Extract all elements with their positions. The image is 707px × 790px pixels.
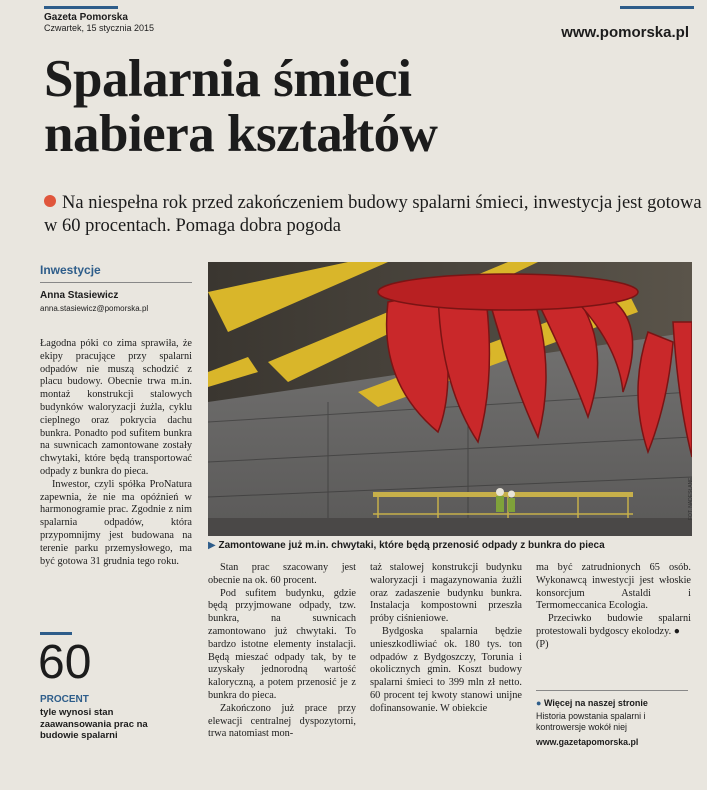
masthead <box>44 12 154 33</box>
top-rule-left <box>44 6 118 9</box>
body-paragraph: Inwestor, czyli spółka ProNatura zapewnia, że nie ma opóźnień w harmonogramie prac. Zgodnie z nim spalarnia odpadów, która przypomnijmy jest budowana na terenie parku przemysłowego, ma być gotowa 31 grudnia tego roku. <box>40 478 192 567</box>
author-email: anna.stasiewicz@pomorska.pl <box>40 304 149 313</box>
section-rule <box>40 282 192 283</box>
more-bullet-icon: ● <box>536 698 542 708</box>
body-paragraph: Zakończono już prace przy elewacji centralnej dyspozytorni, trwa natomiast mon- <box>208 702 356 740</box>
headline-line-2: nabiera kształtów <box>44 105 438 163</box>
publication-date: Czwartek, 15 stycznia 2015 <box>44 23 155 33</box>
site-url: www.pomorska.pl <box>561 24 689 41</box>
caption-triangle-icon: ▶ <box>208 540 216 551</box>
article-photo <box>208 262 692 536</box>
photo-caption <box>208 540 698 551</box>
stat-rule <box>40 632 72 635</box>
body-column-4 <box>536 562 691 652</box>
body-paragraph: Bydgoska spalarnia będzie unieszkodliwiać ok. 180 tys. ton odpadów z Bydgoszczy, Torunia i okolicznych gmin. Koszt budowy spalarni śmieci to 399 mln zł netto. 60 procent tej kwoty stanowi unijne dofinansowanie. W obiekcie <box>370 625 522 714</box>
lead-paragraph <box>44 192 704 238</box>
stat-unit: PROCENT <box>40 694 89 705</box>
more-title-text: Więcej na naszej stronie <box>543 698 648 708</box>
lead-text: Na niespełna rok przed zakończeniem budowy spalarni śmieci, inwestycja jest gotowa w 60 procentach. Pomaga dobra pogoda <box>44 193 702 236</box>
stat-number: 60 <box>38 636 92 689</box>
photo-illustration <box>208 262 692 536</box>
more-title <box>536 698 648 708</box>
headline <box>44 52 684 162</box>
body-paragraph: Stan prac szacowany jest obecnie na ok. 60 procent. <box>208 562 356 586</box>
photo-credit: FOT. NADESŁANE <box>688 477 694 520</box>
body-paragraph: Pod sufitem budynku, gdzie będą przyjmowane odpady, tzw. bunkra, na suwnicach zamontowano już chwytaki. To bardzo istotne elementy instalacji. Będą mieszać odpady tak, by te uzyskały jednorodną wartość kaloryczną, a potem przenosić je z bunkra do pieca. <box>208 587 356 701</box>
headline-line-1: Spalarnia śmieci <box>44 50 412 108</box>
body-paragraph <box>536 613 691 639</box>
stat-description: tyle wynosi stan zaawansowania prac na budowie spalarni <box>40 707 148 741</box>
author-signature: (P) <box>536 638 549 650</box>
more-text: Historia powstania spalarni i kontrowersje wokół niej <box>536 711 646 732</box>
body-column-3 <box>370 562 522 716</box>
body-paragraph: ma być zatrudnionych 65 osób. Wykonawcą inwestycji jest włoskie konsorcjum Astaldi i Termomeccanica Ecologia. <box>536 562 691 612</box>
publication-name: Gazeta Pomorska <box>44 12 128 23</box>
closing-text: Przeciwko budowie spalarni protestowali bydgoscy ekolodzy. <box>536 613 691 637</box>
body-paragraph: taż stalowej konstrukcji budynku waloryzacji i magazynowania żużli oraz zadaszenie budynku bunkra. Instalacja kompostowni przeszła próby ciśnieniowe. <box>370 562 522 625</box>
more-rule <box>536 690 688 691</box>
section-tag: Inwestycje <box>40 263 101 277</box>
end-mark-icon: ● <box>673 625 680 637</box>
lead-bullet-icon <box>44 195 56 207</box>
body-column-1 <box>40 338 192 568</box>
more-url[interactable]: www.gazetapomorska.pl <box>536 737 639 747</box>
top-rule-right <box>620 6 694 9</box>
caption-text: Zamontowane już m.in. chwytaki, które będą przenosić odpady z bunkra do pieca <box>218 540 605 551</box>
author-name: Anna Stasiewicz <box>40 290 119 301</box>
body-column-2 <box>208 562 356 741</box>
body-paragraph: Łagodna póki co zima sprawiła, że ekipy pracujące przy spalarni odpadów nie muszą schodzić z placu budowy. Obecnie trwa m.in. montaż konstrukcji stalowych budynków waloryzacji żużla, cyklu cieplnego oraz pokrycia dachu bunkra. Ponadto pod sufitem bunkra na suwnicach zamontowane zostały chwytaki, które będą transportować odpady z bunkra do pieca. <box>40 338 192 477</box>
